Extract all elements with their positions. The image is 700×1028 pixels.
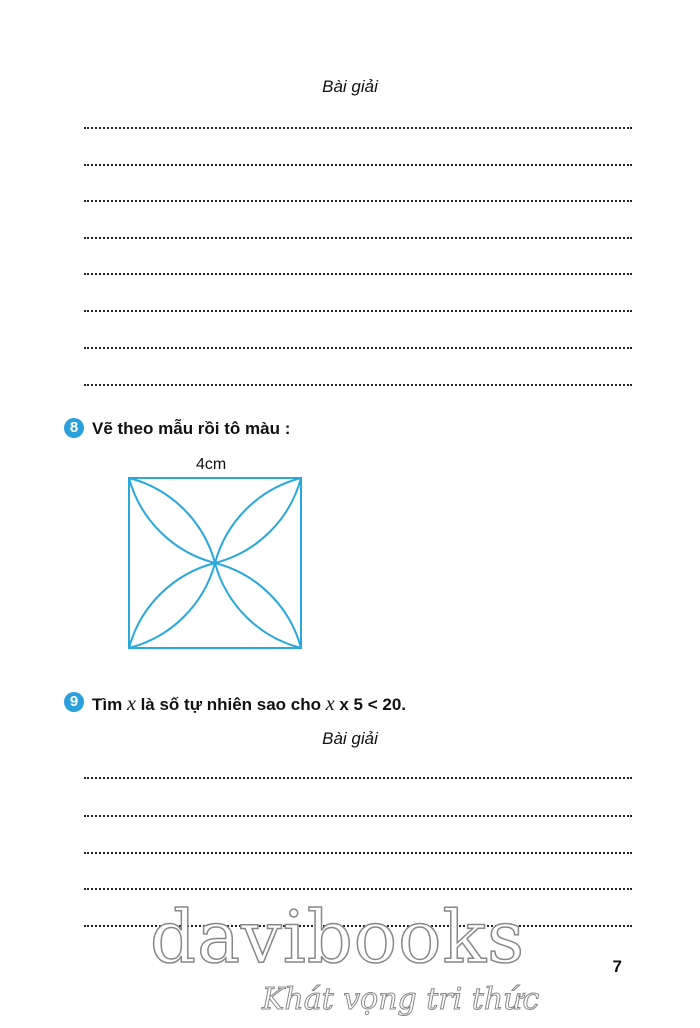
watermark-logo: davibooks (150, 895, 526, 979)
answer-line (84, 347, 632, 349)
answer-line (84, 310, 632, 312)
answer-line (84, 852, 632, 854)
answer-line (84, 164, 632, 166)
question-number-9: 9 (64, 692, 84, 712)
petal-arc (129, 478, 215, 563)
answer-line (84, 777, 632, 779)
petal-arc (129, 563, 215, 648)
petal-arc (129, 478, 215, 563)
petal-arc (215, 478, 301, 563)
answer-line (84, 273, 632, 275)
answer-line (84, 815, 632, 817)
answer-line (84, 888, 632, 890)
watermark-slogan: Khát vọng tri thức (262, 982, 540, 1017)
solution-heading-1: Bài giải (322, 77, 378, 96)
petal-arc (129, 563, 215, 648)
flower-square-figure (128, 477, 302, 649)
answer-line (84, 127, 632, 129)
answer-line (84, 200, 632, 202)
page-number: 7 (612, 957, 622, 976)
answer-line (84, 384, 632, 386)
petal-arc (215, 563, 301, 648)
question-8-text: Vẽ theo mẫu rồi tô màu : (92, 419, 291, 438)
answer-line (84, 237, 632, 239)
solution-heading-2: Bài giải (322, 729, 378, 748)
dimension-label: 4cm (196, 456, 227, 473)
petal-arc (215, 563, 301, 648)
question-number-8: 8 (64, 418, 84, 438)
petal-arc (215, 478, 301, 563)
question-9-text: Tìm x là số tự nhiên sao cho x x 5 < 20. (92, 693, 407, 715)
